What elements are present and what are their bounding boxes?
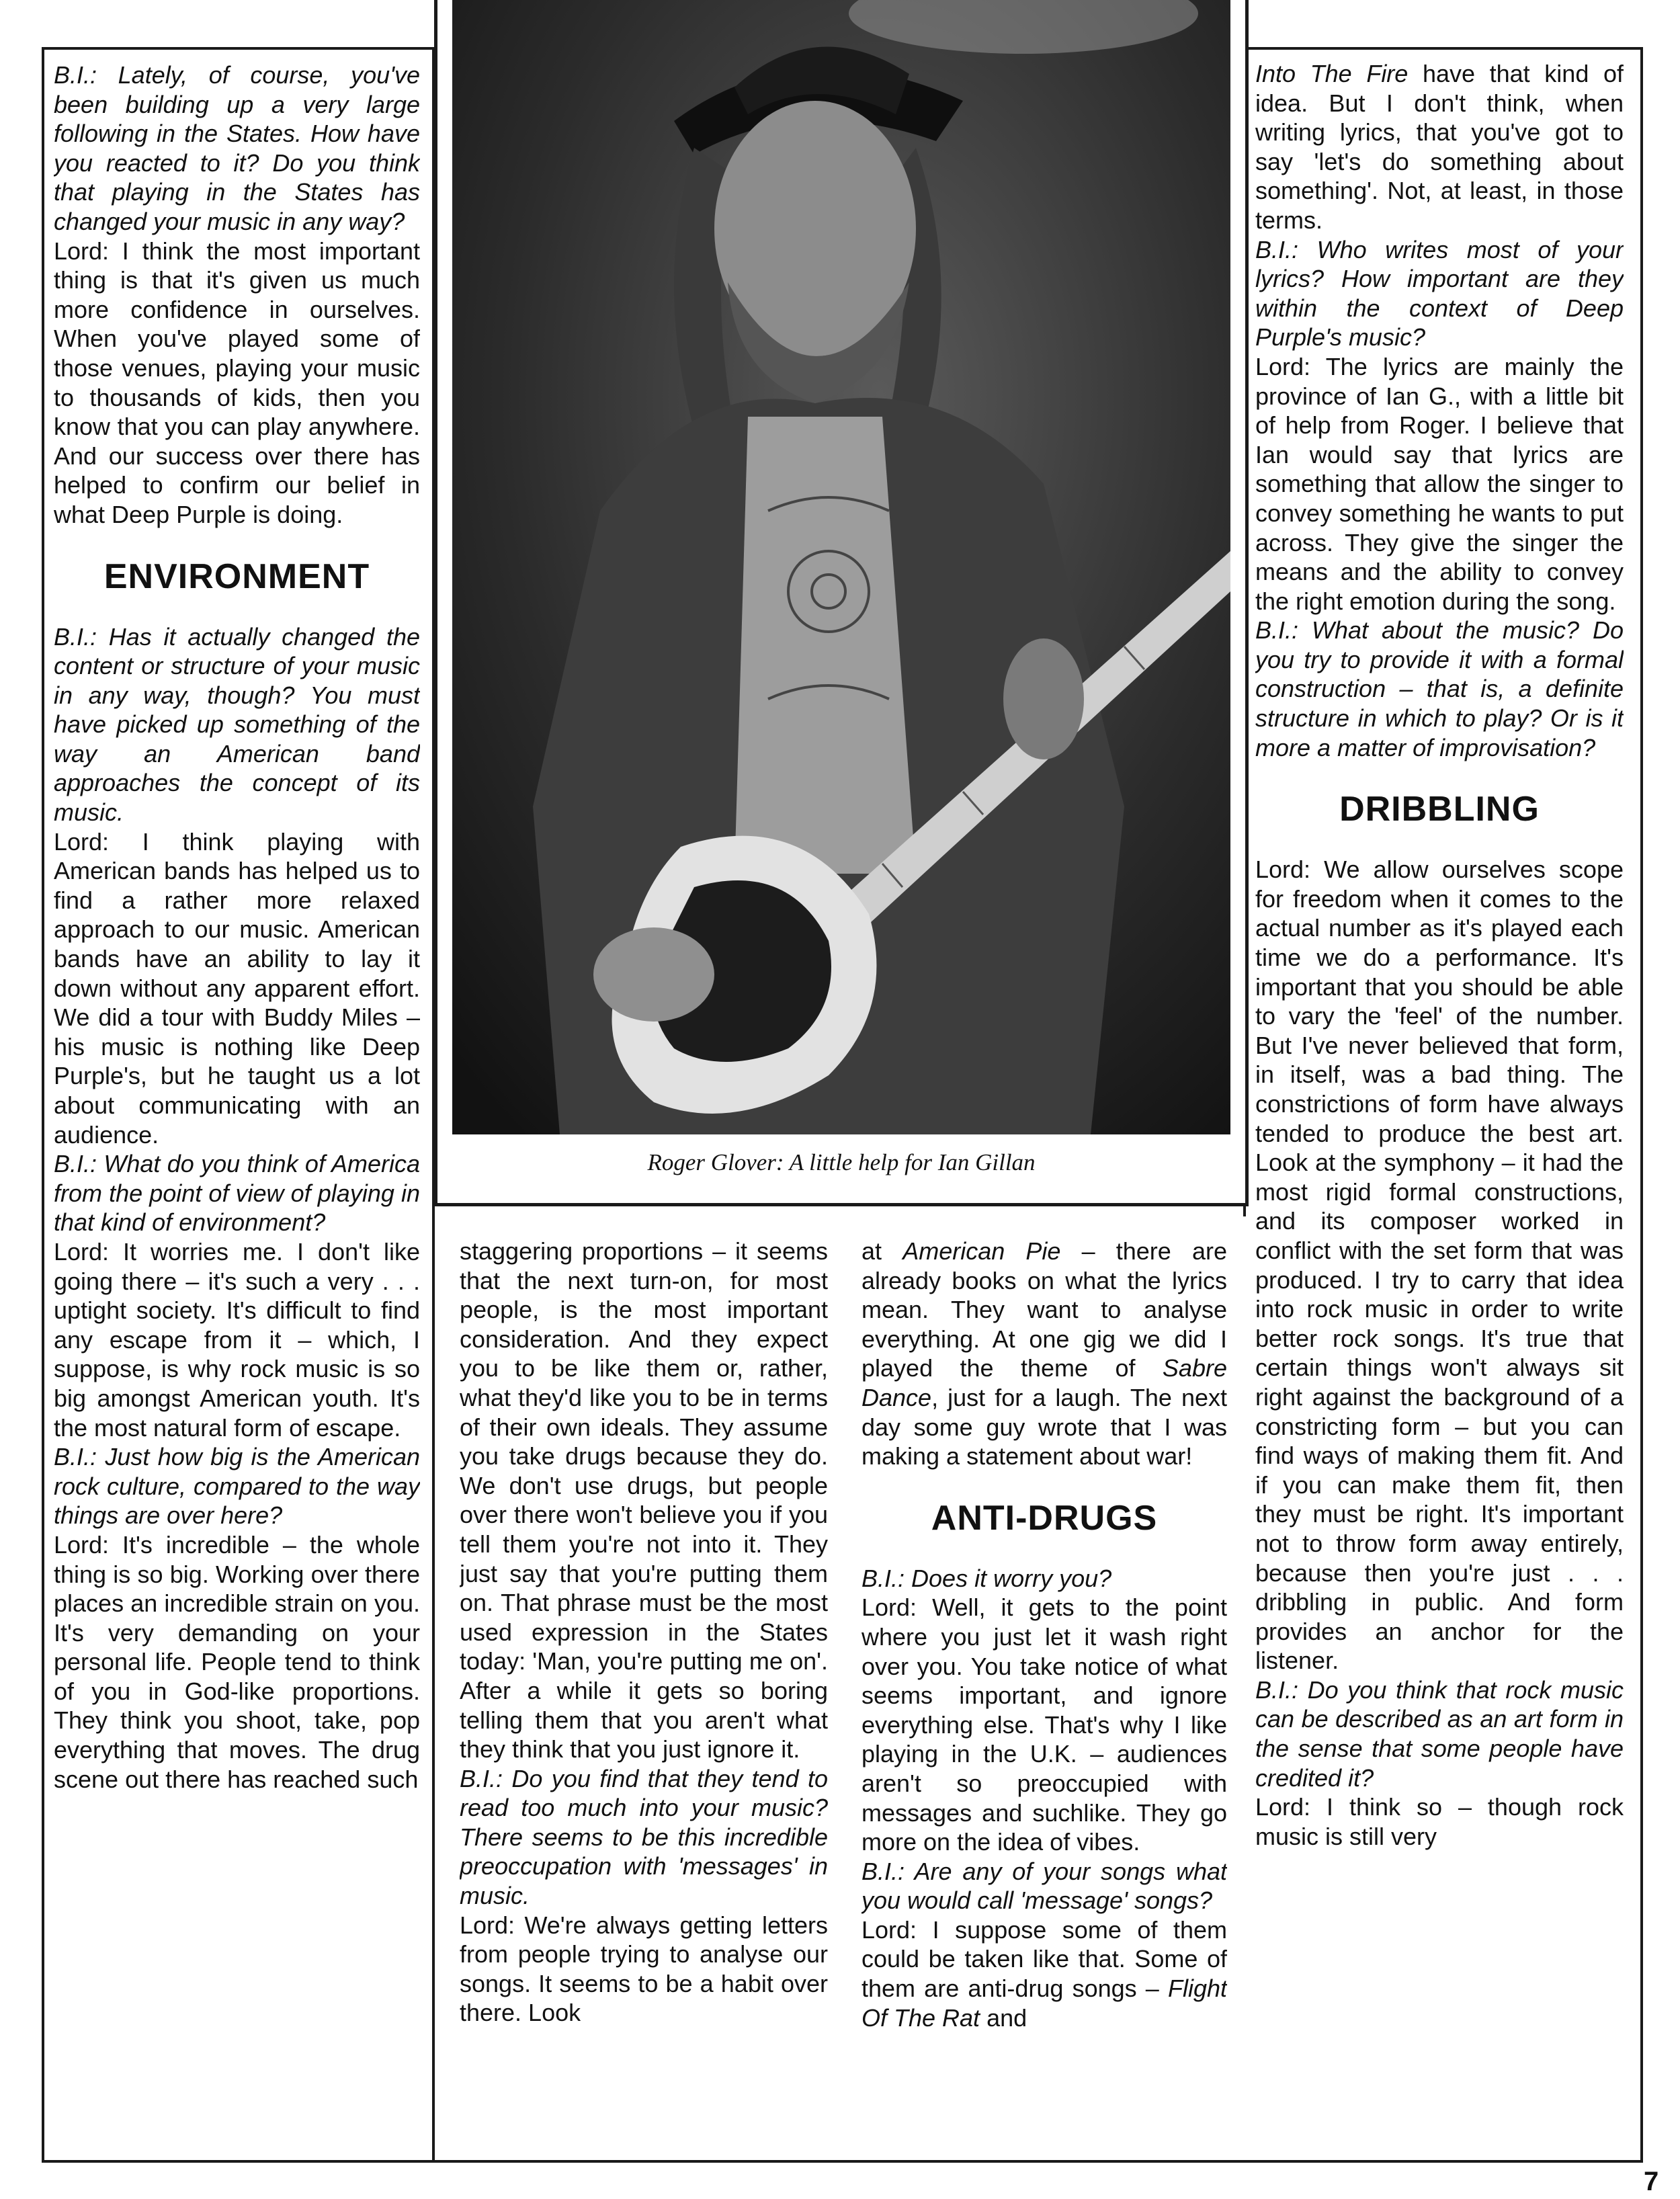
interview-answer: Lord: I think so – though rock music is still very [1255, 1793, 1624, 1850]
section-heading-environment: ENVIRONMENT [103, 556, 370, 596]
song-title: Into The Fire [1255, 60, 1409, 87]
interview-answer: Lord: I think playing with American bands has helped us to find a rather more relaxed approach to our music. American bands have an ability to lay it down without any apparent effort. We did a tour with Buddy Miles – his music is nothing like Deep Purple's, but he taught us a lot about communicating with an audience. [54, 827, 420, 1149]
interview-question: B.I.: Are any of your songs what you would call 'message' songs? [862, 1857, 1227, 1915]
song-title: Sabre Dance [862, 1354, 1227, 1411]
interview-answer: Lord: Well, it gets to the point where you just let it wash right over you. You take notice of what seems important, and ignore everything else. That's why I like playing in the U.K. – audiences aren't so preoccupied with messages and suchlike. They go more on the idea of vibes. [862, 1593, 1227, 1856]
interview-question: B.I.: Do you think that rock music can be described as an art form in the sense that some people have credited it? [1255, 1675, 1624, 1792]
interview-question: B.I.: Who writes most of your lyrics? How important are they within the context of Deep Purple's music? [1255, 235, 1624, 351]
interview-answer: Lord: We allow ourselves scope for freedom when it comes to the actual number as it's played each time we do a performance. It's important that you should be able to vary the 'feel' of the number. But I've never believed that form, in itself, was a bad thing. The constrictions of form have always tended to produce the best art. Look at the symphony – it had the most rigid formal constructions, and its composer worked in conflict with the set form that was produced. I try to carry that idea into rock music in order to write better rock songs. It's true that certain things won't always sit right against the background of a constricting form – but you can find ways of making them fit. And if you can make them fit, then they must be right. It's important not to throw form away entirely, because then you're just . . . dribbling in public. And form provides an anchor for the listener. [1255, 856, 1624, 1675]
interview-question: B.I.: Has it actually changed the content or structure of your music in any way, though? You must have picked up something of the way an American band approaches the concept of its music. [54, 622, 420, 827]
section-heading-anti-drugs: ANTI-DRUGS [931, 1498, 1158, 1538]
answer-text: – there are already books on what the lyrics mean. They want to analyse everything. At one gig we did I played the theme of [862, 1237, 1227, 1382]
photo-caption: Roger Glover: A little help for Ian Gillan [647, 1149, 1036, 1175]
song-title: Flight Of The Rat [862, 1975, 1227, 2032]
interview-answer: Lord: We're always getting letters from people trying to analyse our songs. It seems to be a habit over there. Look [460, 1911, 828, 2027]
interview-answer: Lord: It worries me. I don't like going there – it's such a very . . . uptight society. It's difficult to find any escape from it – which, I suppose, is why rock music is so big amongst American youth. It's the most natural form of escape. [54, 1237, 420, 1442]
interview-question: B.I.: What do you think of America from the point of view of playing in that kind of environment? [54, 1150, 420, 1237]
section-heading-dribbling: DRIBBLING [1339, 790, 1540, 829]
roger-glover-photo [452, 0, 1230, 1134]
interview-question: B.I.: What about the music? Do you try to provide it with a formal construction – that is, a definite structure in which to play? Or is it more a matter of improvisation? [1255, 616, 1624, 761]
column-two [460, 1237, 828, 2157]
interview-answer [862, 1237, 1227, 1471]
answer-text: , just for a laugh. The next day some guy wrote that I was making a statement about war! [862, 1383, 1227, 1470]
answer-text: at [862, 1237, 903, 1265]
right-column [1255, 59, 1624, 2156]
interview-answer: Lord: The lyrics are mainly the province of Ian G., with a little bit of help from Roger. I believe that Ian would say that lyrics are something that allow the singer to convey something he wants to put across. They give the singer the means and the ability to convey the right emotion during the song. [1255, 352, 1624, 615]
interview-answer [1255, 59, 1624, 235]
photo-illustration [452, 0, 1230, 1134]
song-title: American Pie [902, 1237, 1061, 1265]
interview-question: B.I.: Does it worry you? [862, 1564, 1112, 1592]
interview-question: B.I.: Do you find that they tend to read too much into your music? There seems to be this incredible preoccupation with 'messages' in music. [460, 1764, 828, 1910]
interview-question: B.I.: Just how big is the American rock culture, compared to the way things are over here? [54, 1443, 420, 1530]
interview-answer: staggering proportions – it seems that the next turn-on, for most people, is the most important consideration. And they expect you to be like them or, rather, what they'd like you to be in terms of their own ideals. They assume you take drugs because they do. We don't use drugs, but people over there won't believe you if you tell them you're not into it. They just say that you're putting them on. That phrase must be the most used expression in the States today: 'Man, you're putting me on'. After a while it gets so boring telling them that you aren't what they think that you just ignore it. [460, 1237, 828, 1764]
interview-answer: Lord: I think the most important thing is that it's given us much more confidence in ourselves. When you've played some of those venues, playing your music to thousands of kids, then you know that you can play anywhere. And our success over there has helped to confirm our belief in what Deep Purple is doing. [54, 237, 420, 528]
interview-question: B.I.: Lately, of course, you've been building up a very large following in the States. How have you reacted to it? Do you think that playing in the States has changed your music in any way? [54, 61, 420, 235]
answer-text: Lord: I suppose some of them could be taken like that. Some of them are anti-drug songs – [862, 1915, 1227, 2003]
column-three [862, 1237, 1227, 2157]
answer-text: and [980, 2003, 1027, 2032]
photo-frame [434, 0, 1249, 1206]
interview-answer: Lord: It's incredible – the whole thing is so big. Working over there places an incredible strain on you. It's very demanding on your personal life. People tend to think of you in God-like proportions. They think you shoot, take, pop everything that moves. The drug scene out there has reached such [54, 1530, 420, 1793]
left-column [54, 60, 420, 2157]
interview-answer [862, 1915, 1227, 2032]
page-number: 7 [1644, 2167, 1659, 2196]
answer-text: have that kind of idea. But I don't think, when writing lyrics, that you've got to say 'let's do something about something'. Not, at least, in those terms. [1255, 60, 1624, 234]
